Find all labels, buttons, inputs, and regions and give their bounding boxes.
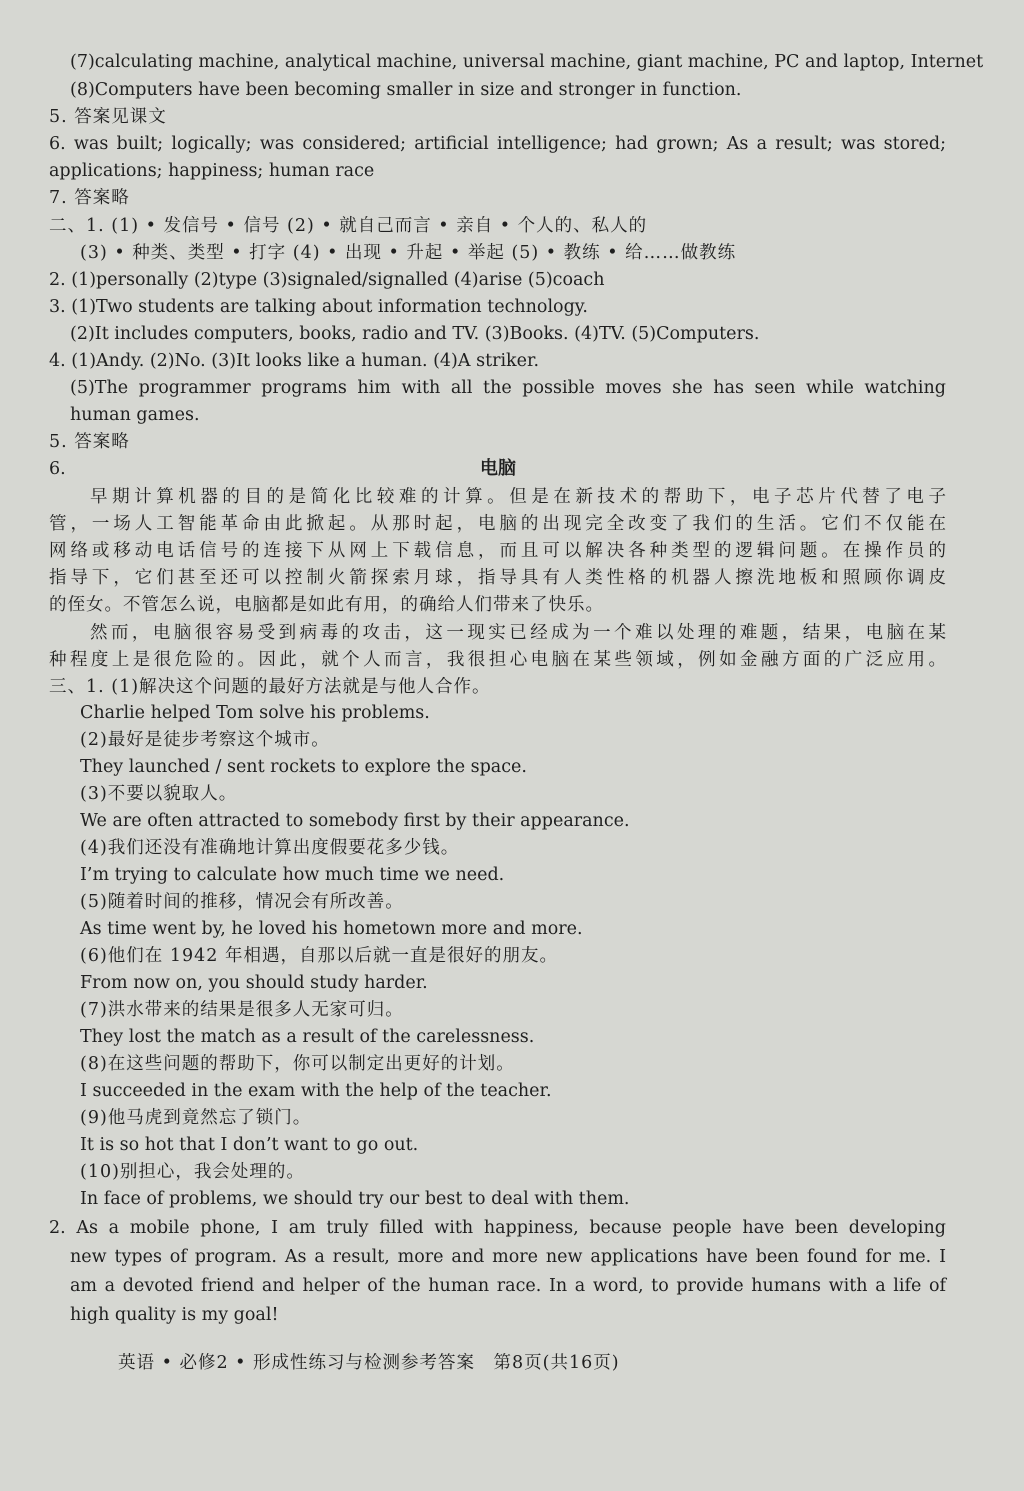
- text-line: 3. (1)Two students are talking about information technology.: [49, 297, 588, 317]
- text-line: 4. (1)Andy. (2)No. (3)It looks like a human. (4)A striker.: [49, 351, 540, 371]
- text-line: 二、1. (1) • 发信号 • 信号 (2) • 就自己而言 • 亲自 • 个人的、私人的: [49, 216, 648, 236]
- text-line: new types of program. As a result, more and more new applications have been found for me. I: [70, 1247, 946, 1267]
- text-line: (4)我们还没有准确地计算出度假要花多少钱。: [80, 838, 460, 858]
- text-line: (3) • 种类、类型 • 打字 (4) • 出现 • 升起 • 举起 (5) • 教练 • 给……做教练: [80, 243, 737, 263]
- essay-line: 的侄女。不管怎么说，电脑都是如此有用，的确给人们带来了快乐。: [49, 595, 604, 615]
- text-line: am a devoted friend and helper of the human race. In a word, to provide humans with a life of: [70, 1276, 946, 1296]
- text-line: (7)calculating machine, analytical machine, universal machine, giant machine, PC and laptop, Internet: [70, 52, 984, 72]
- text-line: 5. 答案见课文: [49, 107, 167, 127]
- text-line: We are often attracted to somebody first by their appearance.: [80, 811, 630, 831]
- text-line: In face of problems, we should try our best to deal with them.: [80, 1189, 630, 1209]
- text-line: applications; happiness; human race: [49, 161, 375, 181]
- text-line: I’m trying to calculate how much time we need.: [80, 865, 505, 885]
- essay-line: 早期计算机器的目的是简化比较难的计算。但是在新技术的帮助下，电子芯片代替了电子: [90, 487, 946, 507]
- text-line: human games.: [70, 405, 200, 425]
- text-line: They lost the match as a result of the carelessness.: [80, 1027, 535, 1047]
- text-line: I succeeded in the exam with the help of the teacher.: [80, 1081, 552, 1101]
- text-line: 2. (1)personally (2)type (3)signaled/signalled (4)arise (5)coach: [49, 270, 605, 290]
- essay-line: 指导下，它们甚至还可以控制火箭探索月球，指导具有人类性格的机器人擦洗地板和照顾你调皮: [49, 568, 946, 588]
- text-line: Charlie helped Tom solve his problems.: [80, 703, 430, 723]
- text-line: As time went by, he loved his hometown more and more.: [80, 919, 583, 939]
- text-line: (7)洪水带来的结果是很多人无家可归。: [80, 1000, 404, 1020]
- text-line: (6)他们在 1942 年相遇，自那以后就一直是很好的朋友。: [80, 946, 558, 966]
- text-line: (8)Computers have been becoming smaller in size and stronger in function.: [70, 80, 742, 100]
- text-line: From now on, you should study harder.: [80, 973, 428, 993]
- text-line: (5)The programmer programs him with all the possible moves she has seen while watching: [70, 378, 946, 398]
- text-line: It is so hot that I don’t want to go out.: [80, 1135, 419, 1155]
- text-line: (2)最好是徒步考察这个城市。: [80, 730, 330, 750]
- text-line: (10)别担心，我会处理的。: [80, 1162, 305, 1182]
- text-line: 5. 答案略: [49, 432, 130, 452]
- essay-line: 管，一场人工智能革命由此掀起。从那时起，电脑的出现完全改变了我们的生活。它们不仅能在: [49, 514, 946, 534]
- text-line: 6.: [49, 459, 66, 479]
- essay-line: 然而，电脑很容易受到病毒的攻击，这一现实已经成为一个难以处理的难题，结果，电脑在某: [90, 623, 946, 643]
- text-line: They launched / sent rockets to explore the space.: [80, 757, 527, 777]
- page-footer: 英语 • 必修2 • 形成性练习与检测参考答案 第8页(共16页): [118, 1353, 620, 1373]
- text-line: high quality is my goal!: [70, 1305, 279, 1325]
- text-line: 6. was built; logically; was considered; artificial intelligence; had grown; As a result; was stored;: [49, 134, 946, 154]
- text-line: (9)他马虎到竟然忘了锁门。: [80, 1108, 312, 1128]
- text-line: 7. 答案略: [49, 188, 130, 208]
- essay-line: 网络或移动电话信号的连接下从网上下载信息，而且可以解决各种类型的逻辑问题。在操作员的: [49, 541, 946, 561]
- text-line: 三、1. (1)解决这个问题的最好方法就是与他人合作。: [49, 677, 491, 697]
- text-line: 2. As a mobile phone, I am truly filled with happiness, because people have been developing: [49, 1218, 946, 1238]
- text-line: (2)It includes computers, books, radio and TV. (3)Books. (4)TV. (5)Computers.: [70, 324, 760, 344]
- essay-title: 电脑: [480, 458, 516, 479]
- text-line: (8)在这些问题的帮助下，你可以制定出更好的计划。: [80, 1054, 515, 1074]
- text-line: (3)不要以貌取人。: [80, 784, 238, 804]
- essay-line: 种程度上是很危险的。因此，就个人而言，我很担心电脑在某些领域，例如金融方面的广泛应用。: [49, 650, 946, 670]
- text-line: (5)随着时间的推移，情况会有所改善。: [80, 892, 404, 912]
